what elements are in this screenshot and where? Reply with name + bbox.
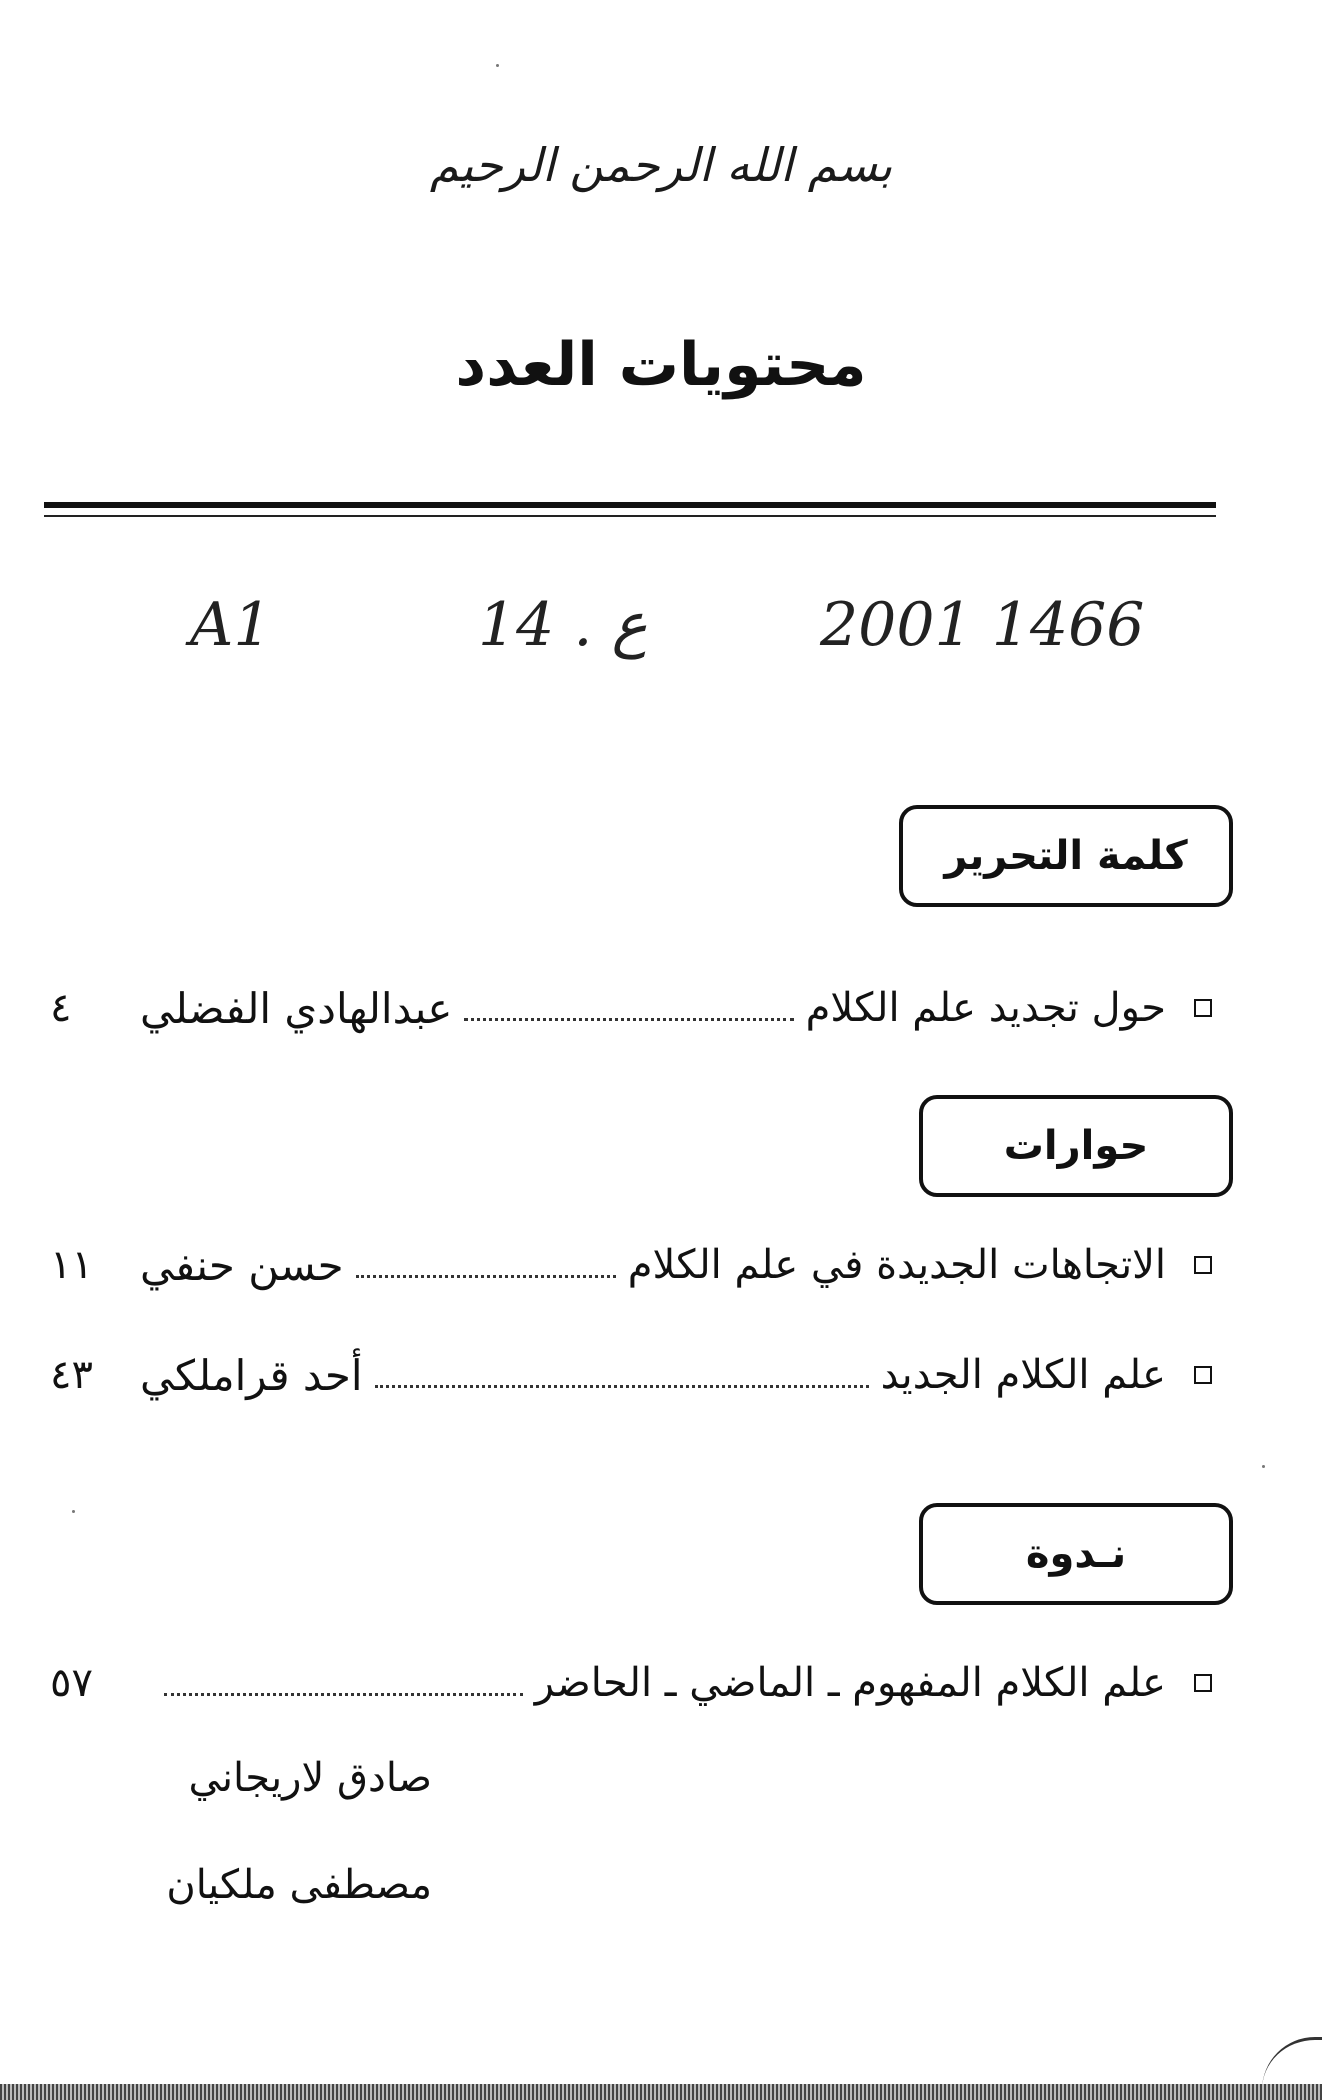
checkbox-icon: [1194, 1366, 1212, 1384]
handwritten-catalog-note: [190, 590, 1240, 700]
handwritten-note-part: A1: [190, 590, 272, 660]
toc-entry[interactable]: [50, 978, 1218, 1038]
symposium-participant: صادق لاريجاني: [188, 1755, 432, 1801]
dot-leader: [375, 1385, 869, 1388]
section-heading-symposium: نـدوة: [919, 1503, 1233, 1605]
scan-bottom-edge: [0, 2084, 1322, 2100]
section-heading-dialogues: حوارات: [919, 1095, 1233, 1197]
handwritten-note-part: 14 . ع: [478, 590, 648, 660]
symposium-participant: مصطفى ملكيان: [166, 1862, 432, 1908]
scan-speck: [496, 64, 499, 67]
handwritten-note-part: 2001 1466: [820, 590, 1145, 660]
entry-title: الاتجاهات الجديدة في علم الكلام: [627, 1242, 1166, 1288]
toc-entry[interactable]: [50, 1345, 1218, 1405]
entry-page-number: ٤٣: [50, 1352, 93, 1398]
dot-leader: [464, 1018, 793, 1021]
checkbox-icon: [1194, 1674, 1212, 1692]
divider-rule-thick: [44, 502, 1216, 508]
scan-speck: [1262, 1465, 1265, 1468]
entry-page-number: ١١: [50, 1242, 93, 1288]
page-corner-edge: [1262, 2037, 1322, 2090]
entry-page-number: ٥٧: [50, 1660, 93, 1706]
checkbox-icon: [1194, 1256, 1212, 1274]
entry-author: أحد قراملكي: [140, 1350, 363, 1400]
checkbox-icon: [1194, 999, 1212, 1017]
section-heading-editorial: كلمة التحرير: [899, 805, 1233, 907]
toc-entry[interactable]: [50, 1235, 1218, 1295]
scan-speck: [72, 1510, 75, 1513]
divider-rule-thin: [44, 515, 1216, 517]
dot-leader: [356, 1275, 616, 1278]
basmala-calligraphy: بسم الله الرحمن الرحيم: [429, 138, 893, 192]
entry-title: علم الكلام المفهوم ـ الماضي ـ الحاضر: [534, 1660, 1166, 1706]
entry-title: علم الكلام الجديد: [880, 1352, 1166, 1398]
entry-author: عبدالهادي الفضلي: [140, 983, 453, 1033]
entry-page-number: ٤: [50, 985, 72, 1031]
toc-entry[interactable]: [50, 1653, 1218, 1713]
page-title: محتويات العدد: [455, 330, 867, 400]
entry-author: حسن حنفي: [140, 1240, 344, 1290]
dot-leader: [164, 1693, 523, 1696]
entry-title: حول تجديد علم الكلام: [805, 985, 1166, 1031]
